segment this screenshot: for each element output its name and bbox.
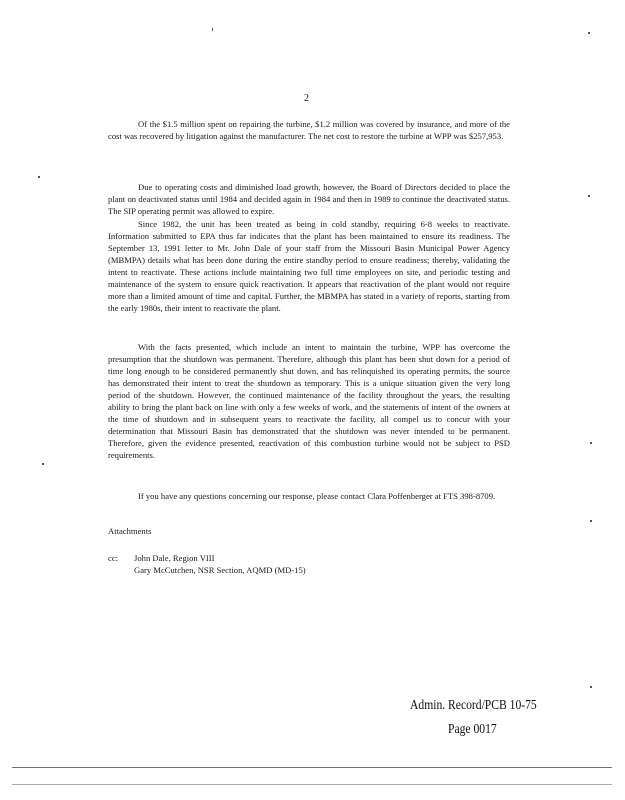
scan-speck [588, 32, 590, 34]
page-stamp: Page 0017 [448, 721, 497, 736]
paragraph-determination: With the facts presented, which include an intent to maintain the turbine, WPP has overcome the presumption that the shutdown was permanent. Therefore, although this plant has been shut down for a period of time long enough to be considered permanently shut down, and has relinquished its operating permits, the source has demonstrated their intent to treat the shutdown as temporary. This is a unique situation given the very long period of the shutdown. However, the continued maintenance of the facility throughout the years, the resulting ability to bring the plant back on line with only a few weeks of work, and the statements of intent of the owners at the time of shutdown and in subsequent years to reactivate the facility, all compel us to concur with your determination that Missouri Basin has demonstrated that the shutdown was never intended to be permanent. Therefore, given the evidence presented, reactivation of this combustion turbine would not be subject to PSD requirements. [108, 342, 510, 460]
admin-record-stamp: Admin. Record/PCB 10-75 [410, 697, 537, 712]
scan-speck [590, 442, 592, 444]
scan-edge-line [12, 767, 612, 768]
cc-label: cc: [108, 553, 119, 563]
scan-speck [42, 463, 44, 465]
paragraph-deactivated-status: Due to operating costs and diminished load growth, however, the Board of Directors decided to place the plant on deactivated status until 1984 and decided again in 1984 and then in 1989 to continue the deactivated status. The SIP operating permit was allowed to expire. [108, 182, 510, 216]
scan-speck [38, 176, 40, 178]
paragraph-contact: If you have any questions concerning our response, please contact Clara Poffenberger at FTS 398-8709. [138, 491, 496, 501]
page-number: 2 [304, 93, 309, 104]
scan-speck [588, 195, 590, 197]
cc-recipient: John Dale, Region VIII [134, 553, 215, 563]
cc-recipient: Gary McCutchen, NSR Section, AQMD (MD-15) [134, 565, 306, 575]
paragraph-turbine-repair-cost: Of the $1.5 million spent on repairing the turbine, $1.2 million was covered by insurance, and more of the cost was recovered by litigation against the manufacturer. The net cost to restore the turbine at WPP was $257,953. [108, 119, 510, 141]
scan-speck [212, 28, 213, 31]
paragraph-cold-standby: Since 1982, the unit has been treated as being in cold standby, requiring 6-8 weeks to reactivate. Information submitted to EPA thus far indicates that the plant has been maintained to ensure its readiness. The September 13, 1991 letter to Mr. John Dale of your staff from the Missouri Basin Municipal Power Agency (MBMPA) details what has been done during the entire standby period to ensure readiness; thereby, validating the intent to reactivate. These actions include maintaining two full time employees on site, and periodic testing and maintenance of the system to ensure quick reactivation. It appears that reactivation of the plant would not require more than a limited amount of time and capital. Further, the MBMPA has stated in a variety of reports, starting from the early 1980s, their intent to reactivate the plant. [108, 219, 510, 313]
attachments-label: Attachments [108, 526, 152, 536]
scan-edge-line [12, 784, 612, 785]
scan-speck [590, 686, 592, 688]
scan-speck [590, 520, 592, 522]
